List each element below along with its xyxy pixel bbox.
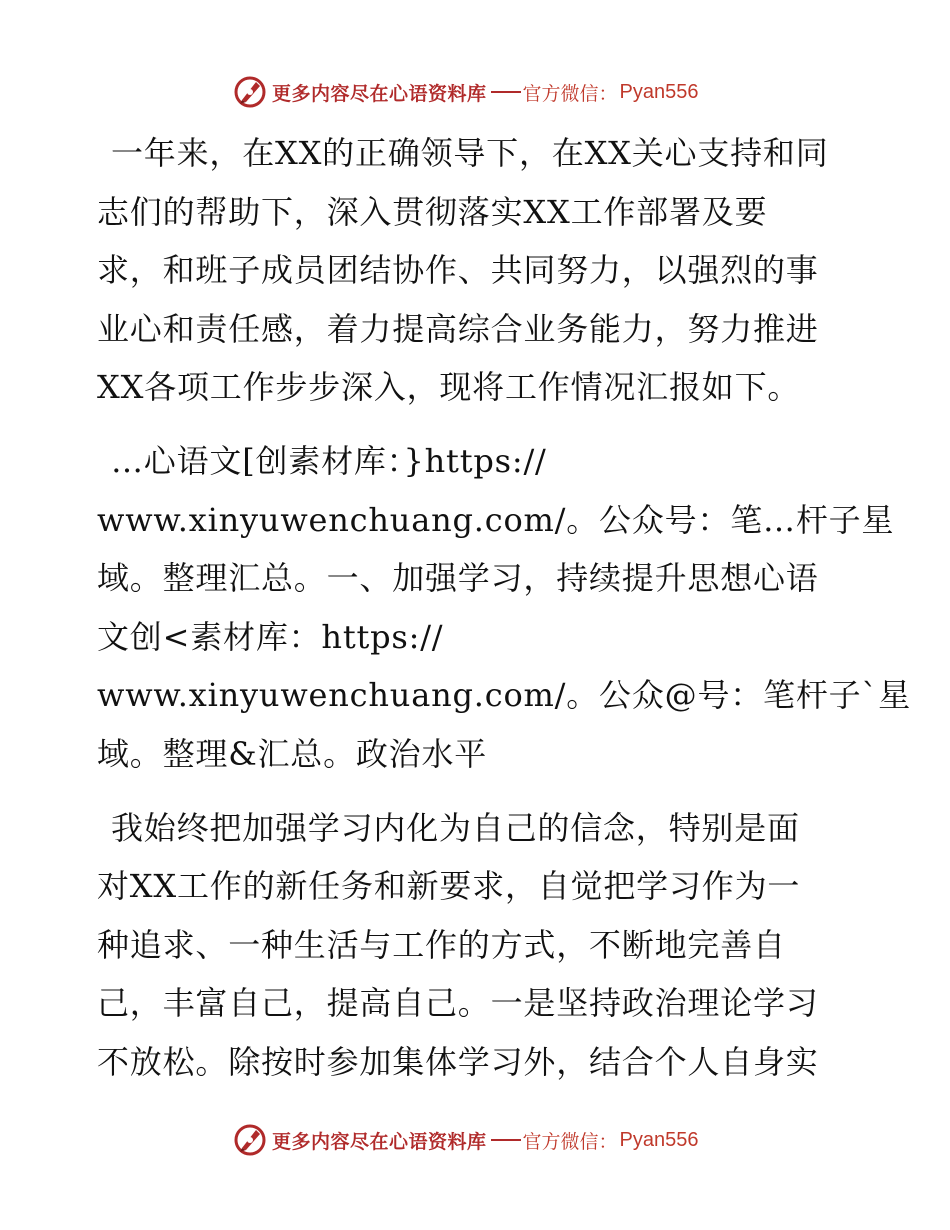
paragraph [97, 124, 857, 417]
document-body [97, 124, 912, 1107]
text-line: 我始终把加强学习内化为自己的信念，特别是面 [111, 808, 800, 847]
banner-title: 更多内容尽在心语资料库 [272, 82, 487, 105]
banner-dash [491, 1139, 521, 1141]
pen-logo-icon [232, 74, 268, 110]
banner-group [232, 1118, 699, 1162]
text-line: 志们的帮助下，深入贯彻落实XX工作部署及要 [97, 192, 768, 231]
header-banner [0, 70, 950, 114]
banner-subtitle: 官方微信： [522, 82, 618, 105]
text-line: 种追求、一种生活与工作的方式，不断地完善自 [97, 925, 786, 964]
text-line: 一年来，在XX的正确领导下，在XX关心支持和同 [111, 134, 829, 172]
paragraph [97, 432, 912, 784]
text-line: 不放松。除按时参加集体学习外，结合个人自身实 [97, 1042, 819, 1081]
banner-title: 更多内容尽在心语资料库 [272, 1130, 487, 1153]
text-line: XX各项工作步步深入，现将工作情况汇报如下。 [97, 368, 801, 407]
text-line: 业心和责任感，着力提高综合业务能力，努力推进 [97, 309, 819, 348]
banner-subtitle: 官方微信： [522, 1130, 618, 1153]
text-line: www.xinyuwenchuang.com/。公众@号：笔杆子`星 [97, 676, 912, 715]
text-line: 文创<素材库：https:// [97, 617, 444, 656]
text-line: 域。整理汇总。一、加强学习，持续提升思想心语 [97, 559, 819, 598]
footer-banner [0, 1118, 950, 1162]
text-line: …心语文[创素材库：}https:// [111, 441, 547, 480]
banner-dash [491, 91, 521, 93]
banner-wechat-id: Pyan556 [619, 1128, 699, 1151]
text-line: 域。整理&汇总。政治水平 [97, 734, 488, 773]
text-line: 己，丰富自己，提高自己。一是坚持政治理论学习 [97, 984, 819, 1023]
text-line: 求，和班子成员团结协作、共同努力，以强烈的事 [97, 251, 819, 290]
paragraph [97, 799, 857, 1092]
pen-logo-icon [232, 1122, 268, 1158]
text-line: 对XX工作的新任务和新要求，自觉把学习作为一 [97, 867, 801, 906]
banner-wechat-id: Pyan556 [619, 80, 699, 103]
banner-group [232, 70, 699, 114]
text-line: www.xinyuwenchuang.com/。公众号：笔…杆子星 [97, 500, 895, 539]
